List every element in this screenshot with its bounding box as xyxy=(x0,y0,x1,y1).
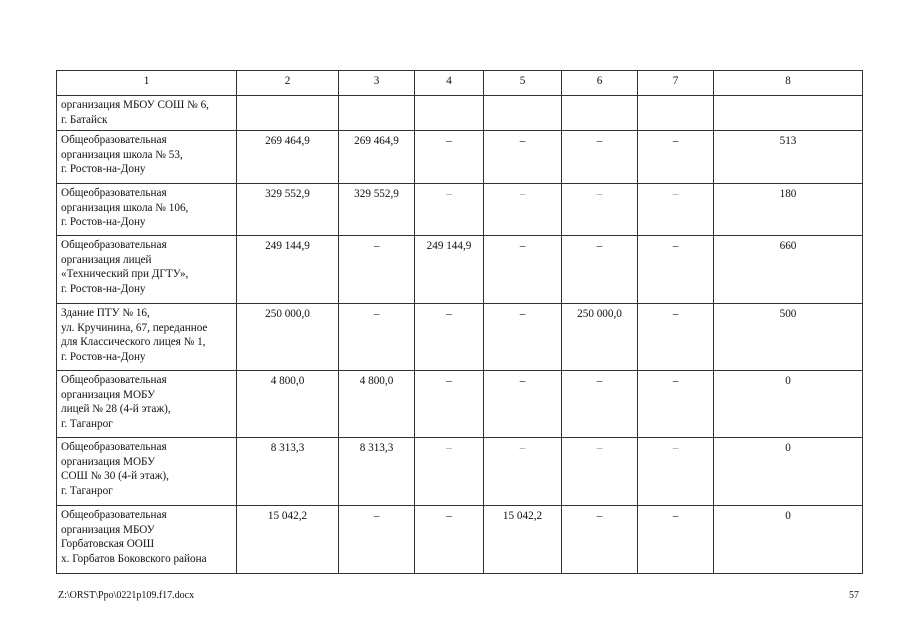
table-cell xyxy=(237,96,339,131)
table-cell: – xyxy=(339,304,415,371)
table-cell: Общеобразовательная организация МБОУ Горбатовская ООШ х. Горбатов Боковского района xyxy=(57,506,237,574)
table-cell: 4 800,0 xyxy=(237,371,339,438)
table-row xyxy=(57,236,863,304)
table-cell: – xyxy=(339,236,415,304)
table-cell: организация МБОУ СОШ № 6, г. Батайск xyxy=(57,96,237,131)
table-cell: 513 xyxy=(714,131,863,184)
table-cell: 180 xyxy=(714,184,863,236)
column-header-1: 1 xyxy=(57,71,237,96)
table-cell: – xyxy=(562,371,638,438)
table-cell: 15 042,2 xyxy=(237,506,339,574)
table-cell: Общеобразовательная организация школа № 53, г. Ростов-на-Дону xyxy=(57,131,237,184)
column-header-6: 6 xyxy=(562,71,638,96)
table-cell: Общеобразовательная организация школа № 106, г. Ростов-на-Дону xyxy=(57,184,237,236)
table-cell: 660 xyxy=(714,236,863,304)
table-cell: – xyxy=(638,438,714,506)
table-row xyxy=(57,131,863,184)
table-cell: 329 552,9 xyxy=(237,184,339,236)
table-cell: – xyxy=(415,371,484,438)
table-row xyxy=(57,96,863,131)
table-cell xyxy=(638,96,714,131)
table-cell: 15 042,2 xyxy=(484,506,562,574)
table-cell: – xyxy=(484,131,562,184)
column-header-7: 7 xyxy=(638,71,714,96)
table-cell: 4 800,0 xyxy=(339,371,415,438)
budget-table xyxy=(56,70,863,574)
table-cell: – xyxy=(484,371,562,438)
column-header-5: 5 xyxy=(484,71,562,96)
table-row xyxy=(57,506,863,574)
table-row xyxy=(57,438,863,506)
table-cell xyxy=(339,96,415,131)
table-cell: – xyxy=(415,131,484,184)
table-cell: 329 552,9 xyxy=(339,184,415,236)
table-cell: Здание ПТУ № 16, ул. Кручинина, 67, переданное для Классического лицея № 1, г. Ростов-на-Дону xyxy=(57,304,237,371)
table-cell xyxy=(415,96,484,131)
table-cell: 500 xyxy=(714,304,863,371)
table-cell: – xyxy=(638,131,714,184)
table-cell: 249 144,9 xyxy=(237,236,339,304)
table-row xyxy=(57,184,863,236)
column-header-4: 4 xyxy=(415,71,484,96)
table-cell: – xyxy=(415,438,484,506)
table-body xyxy=(57,96,863,574)
table-cell: – xyxy=(638,506,714,574)
table-cell: Общеобразовательная организация МОБУ лицей № 28 (4-й этаж), г. Таганрог xyxy=(57,371,237,438)
table-cell: Общеобразовательная организация лицей «Технический при ДГТУ», г. Ростов-на-Дону xyxy=(57,236,237,304)
table-cell: – xyxy=(638,184,714,236)
table-cell: – xyxy=(339,506,415,574)
table-cell xyxy=(562,96,638,131)
table-cell: – xyxy=(562,438,638,506)
table-cell: 8 313,3 xyxy=(237,438,339,506)
column-header-8: 8 xyxy=(714,71,863,96)
table-cell: – xyxy=(415,506,484,574)
header-row xyxy=(57,71,863,96)
table-row xyxy=(57,304,863,371)
table-cell xyxy=(484,96,562,131)
table-cell: – xyxy=(562,131,638,184)
table-cell: – xyxy=(484,304,562,371)
table-cell: – xyxy=(638,304,714,371)
table-cell: 269 464,9 xyxy=(237,131,339,184)
table-cell: – xyxy=(484,236,562,304)
table-cell: – xyxy=(484,438,562,506)
table-row xyxy=(57,371,863,438)
table-cell: – xyxy=(638,371,714,438)
column-header-3: 3 xyxy=(339,71,415,96)
page-number: 57 xyxy=(849,590,859,601)
table-cell: – xyxy=(638,236,714,304)
table-cell: 249 144,9 xyxy=(415,236,484,304)
table-cell: 269 464,9 xyxy=(339,131,415,184)
table-cell: – xyxy=(415,184,484,236)
table-cell: 250 000,0 xyxy=(237,304,339,371)
table-cell: 0 xyxy=(714,438,863,506)
table-header xyxy=(57,71,863,96)
table-cell: Общеобразовательная организация МОБУ СОШ № 30 (4-й этаж), г. Таганрог xyxy=(57,438,237,506)
table-cell: 0 xyxy=(714,371,863,438)
table-cell: 0 xyxy=(714,506,863,574)
column-header-2: 2 xyxy=(237,71,339,96)
footer-file-path: Z:\ORST\Ppo\0221p109.f17.docx xyxy=(58,590,195,601)
table-cell xyxy=(714,96,863,131)
table-cell: 250 000,0 xyxy=(562,304,638,371)
table-cell: – xyxy=(415,304,484,371)
table-cell: – xyxy=(562,236,638,304)
table-cell: – xyxy=(562,506,638,574)
table-cell: – xyxy=(484,184,562,236)
table-cell: – xyxy=(562,184,638,236)
table-cell: 8 313,3 xyxy=(339,438,415,506)
